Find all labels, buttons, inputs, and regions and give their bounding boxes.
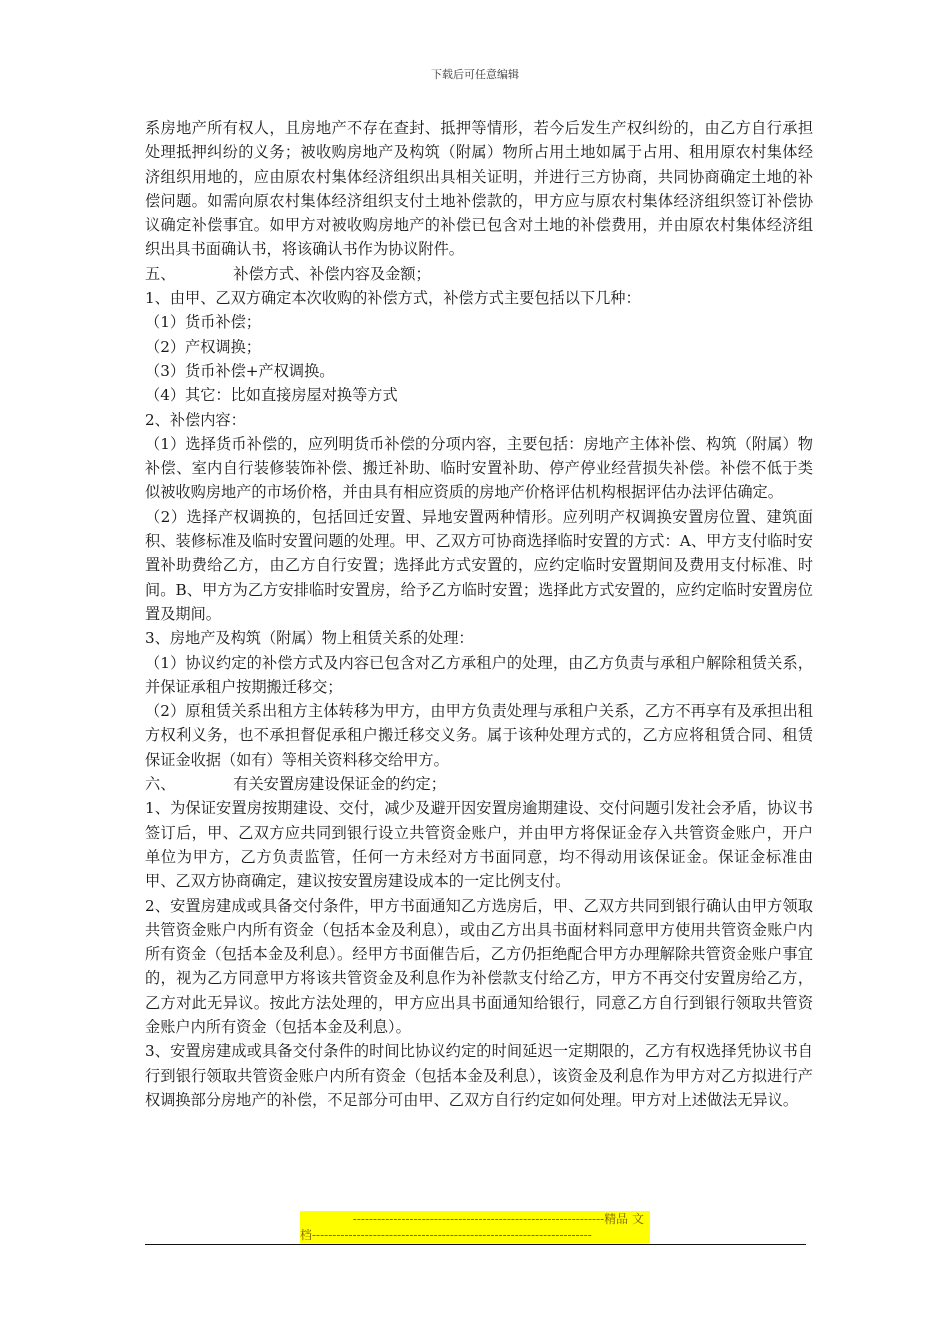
paragraph-lease-option-2: （2）原租赁关系出租方主体转移为甲方，由甲方负责处理与承租户关系，乙方不再享有及承担出租方权利义务，也不承担督促承租户搬迁移交义务。属于该种处理方式的，乙方应将租赁合同、租赁保证金收据（如有）等相关资料移交给甲方。 [145, 702, 813, 769]
document-body [145, 116, 813, 1112]
footer-line-1: --------------------------------------------------------------精品 文 [352, 1212, 644, 1226]
paragraph-deposit-3: 3、安置房建成或具备交付条件的时间比协议约定的时间延迟一定期限的，乙方有权选择凭协议书自行到银行领取共管资金账户内所有资金（包括本金及利息），该资金及利息作为甲方对乙方拟进行产权调换部分房地产的补偿，不足部分可由甲、乙双方自行约定如何处理。甲方对上述做法无异议。 [145, 1042, 813, 1109]
paragraph-lease-handling: 3、房地产及构筑（附属）物上租赁关系的处理： [145, 629, 474, 648]
paragraph-compensation-methods: 1、由甲、乙双方确定本次收购的补偿方式，补偿方式主要包括以下几种： [145, 289, 641, 308]
list-item-property-exchange: （2）产权调换； [145, 337, 261, 356]
section-heading-5: 五、 补偿方式、补偿内容及金额； [145, 264, 431, 283]
list-item-combined: （3）货币补偿+产权调换。 [145, 361, 335, 380]
paragraph-deposit-1: 1、为保证安置房按期建设、交付，减少及避开因安置房逾期建设、交付问题引发社会矛盾，协议书签订后，甲、乙双方应共同到银行设立共管资金账户，并由甲方将保证金存入共管资金账户，开户单位为甲方，乙方负责监管，任何一方未经对方书面同意，均不得动用该保证金。保证金标准由甲、乙双方协商确定，建议按安置房建设成本的一定比例支付。 [145, 799, 813, 891]
paragraph-deposit-2: 2、安置房建成或具备交付条件，甲方书面通知乙方选房后，甲、乙双方共同到银行确认由甲方领取共管资金账户内所有资金（包括本金及利息），或由乙方出具书面材料同意甲方使用共管资金账户内所有资金（包括本金及利息）。经甲方书面催告后，乙方仍拒绝配合甲方办理解除共管资金账户事宜的，视为乙方同意甲方将该共管资金及利息作为补偿款支付给乙方，甲方不再交付安置房给乙方，乙方对此无异议。按此方法处理的，甲方应出具书面通知给银行，同意乙方自行到银行领取共管资金账户内所有资金（包括本金及利息）。 [145, 896, 813, 1036]
footer-line-2: 档--------------------------------------------------------------------- [300, 1228, 592, 1242]
list-item-monetary: （1）货币补偿； [145, 313, 261, 332]
paragraph-land-ownership: 系房地产所有权人，且房地产不存在查封、抵押等情形，若今后发生产权纠纷的，由乙方自行承担处理抵押纠纷的义务；被收购房地产及构筑（附属）物所占用土地如属于占用、租用原农村集体经济组织用地的，应由原农村集体经济组织出具相关证明，并进行三方协商，共同协商确定土地的补偿问题。如需向原农村集体经济组织支付土地补偿款的，甲方应与原农村集体经济组织签订补偿协议确定补偿事宜。如甲方对被收购房地产的补偿已包含对土地的补偿费用，并由原农村集体经济组织出具书面确认书，将该确认书作为协议附件。 [145, 119, 813, 259]
page-header: 下载后可任意编辑 [431, 68, 519, 81]
footer-watermark [300, 1211, 650, 1243]
paragraph-lease-option-1: （1）协议约定的补偿方式及内容已包含对乙方承租户的处理，由乙方负责与承租户解除租赁关系，并保证承租户按期搬迁移交； [145, 653, 813, 696]
section-heading-6: 六、 有关安置房建设保证金的约定； [145, 775, 446, 794]
paragraph-monetary-details: （1）选择货币补偿的，应列明货币补偿的分项内容，主要包括：房地产主体补偿、构筑（附属）物补偿、室内自行装修装饰补偿、搬迁补助、临时安置补助、停产停业经营损失补偿。补偿不低于类似被收购房地产的市场价格，并由具有相应资质的房地产价格评估机构根据评估办法评估确定。 [145, 434, 813, 502]
paragraph-compensation-content: 2、补偿内容： [145, 410, 246, 429]
paragraph-exchange-details: （2）选择产权调换的，包括回迁安置、异地安置两种情形。应列明产权调换安置房位置、建筑面积、装修标准及临时安置问题的处理。甲、乙双方可协商选择临时安置的方式：A、甲方支付临时安置补助费给乙方，由乙方自行安置；选择此方式安置的，应约定临时安置期间及费用支付标准、时间。B、甲方为乙方安排临时安置房，给予乙方临时安置；选择此方式安置的，应约定临时安置房位置及期间。 [145, 507, 813, 623]
list-item-other: （4）其它：比如直接房屋对换等方式 [145, 386, 398, 405]
footer-divider [145, 1244, 806, 1245]
